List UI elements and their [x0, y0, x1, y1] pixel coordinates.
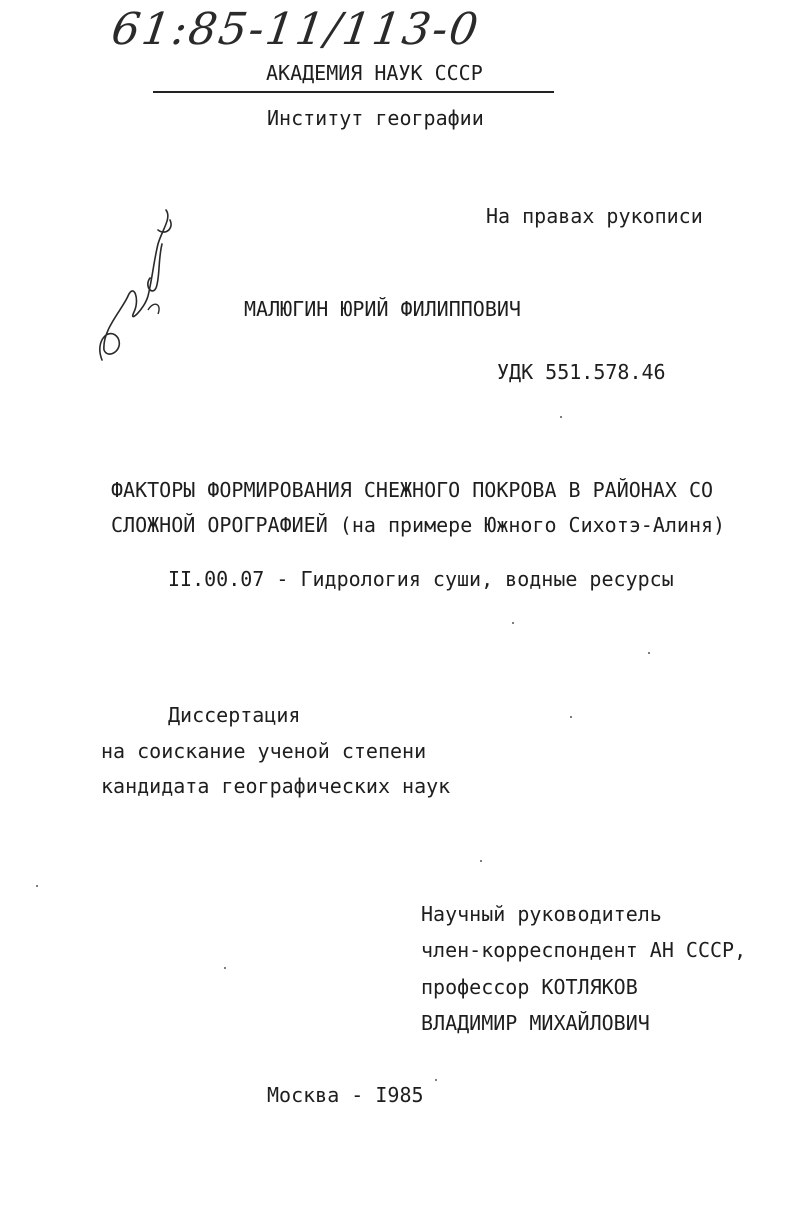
institute-name: Институт географии: [267, 106, 484, 130]
specialty-code: II.00.07 - Гидрология суши, водные ресурсы: [168, 567, 674, 591]
udk-code: УДК 551.578.46: [497, 360, 666, 384]
scan-speck: [224, 967, 226, 969]
dissertation-field-line: кандидата географических наук: [101, 774, 451, 798]
scan-speck: [36, 885, 38, 887]
supervisor-full-name: ВЛАДИМИР МИХАЙЛОВИЧ: [421, 1011, 650, 1035]
scan-speck: [480, 860, 482, 862]
signature-icon: [88, 200, 188, 370]
dissertation-label: Диссертация: [168, 703, 301, 727]
supervisor-label: Научный руководитель: [421, 902, 662, 926]
supervisor-rank: член-корреспондент АН СССР,: [421, 938, 747, 962]
header-rule: [153, 91, 554, 93]
scan-speck: [512, 622, 514, 624]
manuscript-rights: На правах рукописи: [486, 204, 703, 228]
author-name: МАЛЮГИН ЮРИЙ ФИЛИППОВИЧ: [244, 297, 521, 321]
thesis-title-line-1: ФАКТОРЫ ФОРМИРОВАНИЯ СНЕЖНОГО ПОКРОВА В РАЙОНАХ СО: [111, 478, 714, 502]
place-year: Москва - I985: [267, 1083, 424, 1107]
scan-speck: [435, 1079, 437, 1081]
handwritten-archive-code: 61:85-11/113-0: [108, 4, 483, 55]
academy-name: АКАДЕМИЯ НАУК СССР: [266, 61, 483, 85]
thesis-title-line-2: СЛОЖНОЙ ОРОГРАФИЕЙ (на примере Южного Сихотэ-Алиня): [111, 513, 726, 537]
supervisor-title-name: профессор КОТЛЯКОВ: [421, 975, 638, 999]
scan-speck: [560, 416, 562, 418]
scan-speck: [570, 716, 572, 718]
scan-speck: [648, 652, 650, 654]
dissertation-degree-line: на соискание ученой степени: [101, 739, 427, 763]
